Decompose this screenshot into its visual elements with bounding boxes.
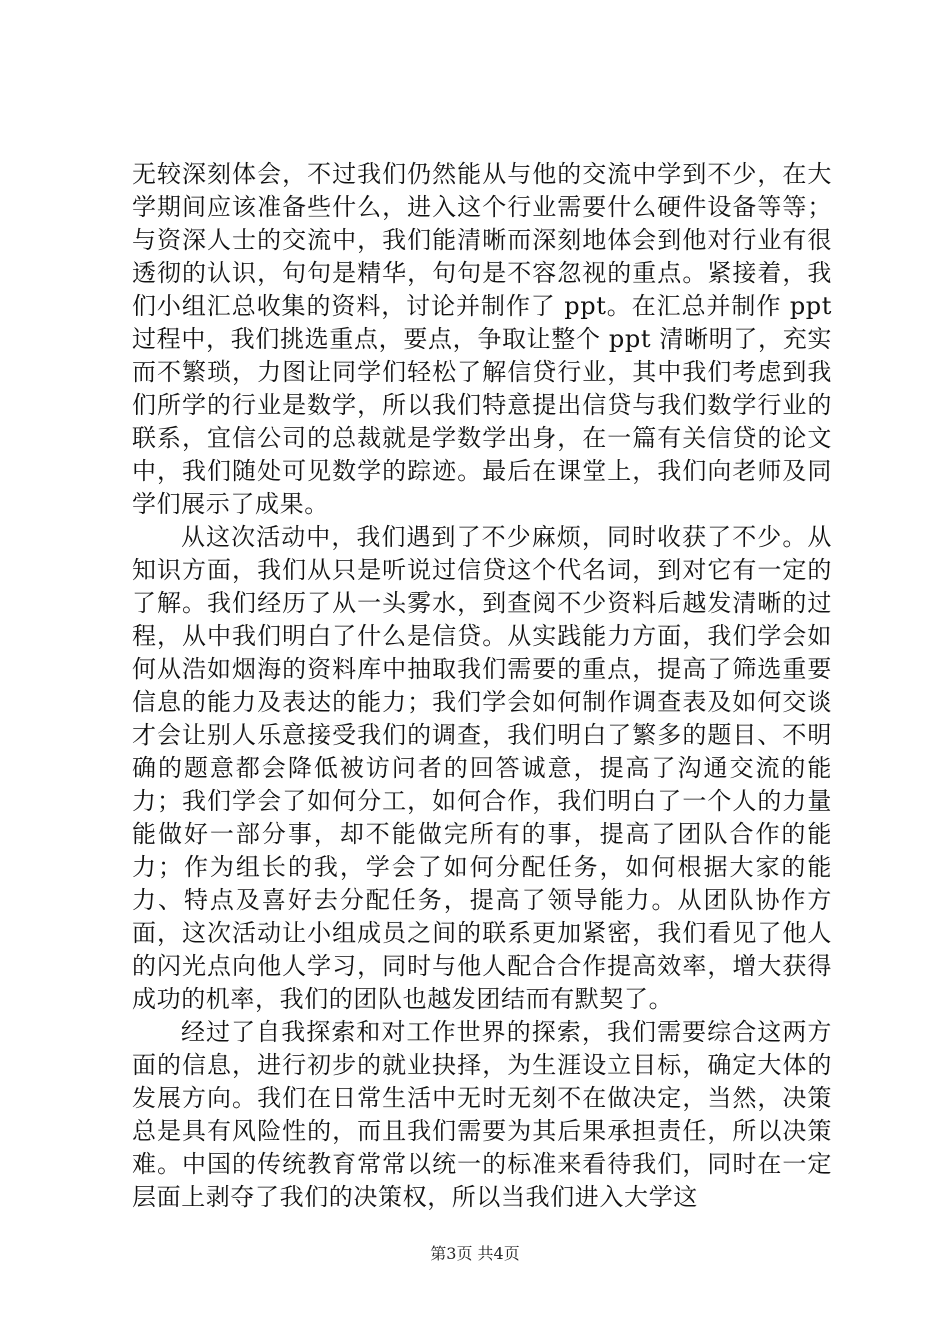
paragraph-3: 经过了自我探索和对工作世界的探索，我们需要综合这两方面的信息，进行初步的就业抉择，为生涯设立目标，确定大体的发展方向。我们在日常生活中无时无刻不在做决定，当然，决策总是具有风险性的，而且我们需要为其后果承担责任，所以决策难。中国的传统教育常常以统一的标准来看待我们，同时在一定层面上剥夺了我们的决策权，所以当我们进入大学这: [132, 1018, 832, 1211]
page-number-footer: 第3页 共4页: [430, 1244, 520, 1263]
paragraph-2: 从这次活动中，我们遇到了不少麻烦，同时收获了不少。从知识方面，我们从只是听说过信贷这个代名词，到对它有一定的了解。我们经历了从一头雾水，到查阅不少资料后越发清晰的过程，从中我们明白了什么是信贷。从实践能力方面，我们学会如何从浩如烟海的资料库中抽取我们需要的重点，提高了筛选重要信息的能力及表达的能力；我们学会如何制作调查表及如何交谈才会让别人乐意接受我们的调查，我们明白了繁多的题目、不明确的题意都会降低被访问者的回答诚意，提高了沟通交流的能力；我们学会了如何分工，如何合作，我们明白了一个人的力量能做好一部分事，却不能做完所有的事，提高了团队合作的能力；作为组长的我，学会了如何分配任务，如何根据大家的能力、特点及喜好去分配任务，提高了领导能力。从团队协作方面，这次活动让小组成员之间的联系更加紧密，我们看见了他人的闪光点向他人学习，同时与他人配合合作提高效率，增大获得成功的机率，我们的团队也越发团结而有默契了。: [132, 523, 832, 1013]
paragraph-1: 无较深刻体会，不过我们仍然能从与他的交流中学到不少，在大学期间应该准备些什么，进入这个行业需要什么硬件设备等等；与资深人士的交流中，我们能清晰而深刻地体会到他对行业有很透彻的认识，句句是精华，句句是不容忽视的重点。紧接着，我们小组汇总收集的资料，讨论并制作了 ppt。在汇总并制作 ppt 过程中，我们挑选重点，要点，争取让整个 ppt 清晰明了，充实而不繁琐，力图让同学们轻松了解信贷行业，其中我们考虑到我们所学的行业是数学，所以我们特意提出信贷与我们数学行业的联系，宜信公司的总裁就是学数学出身，在一篇有关信贷的论文中，我们随处可见数学的踪迹。最后在课堂上，我们向老师及同学们展示了成果。: [132, 160, 832, 518]
document-body: [132, 158, 832, 1214]
